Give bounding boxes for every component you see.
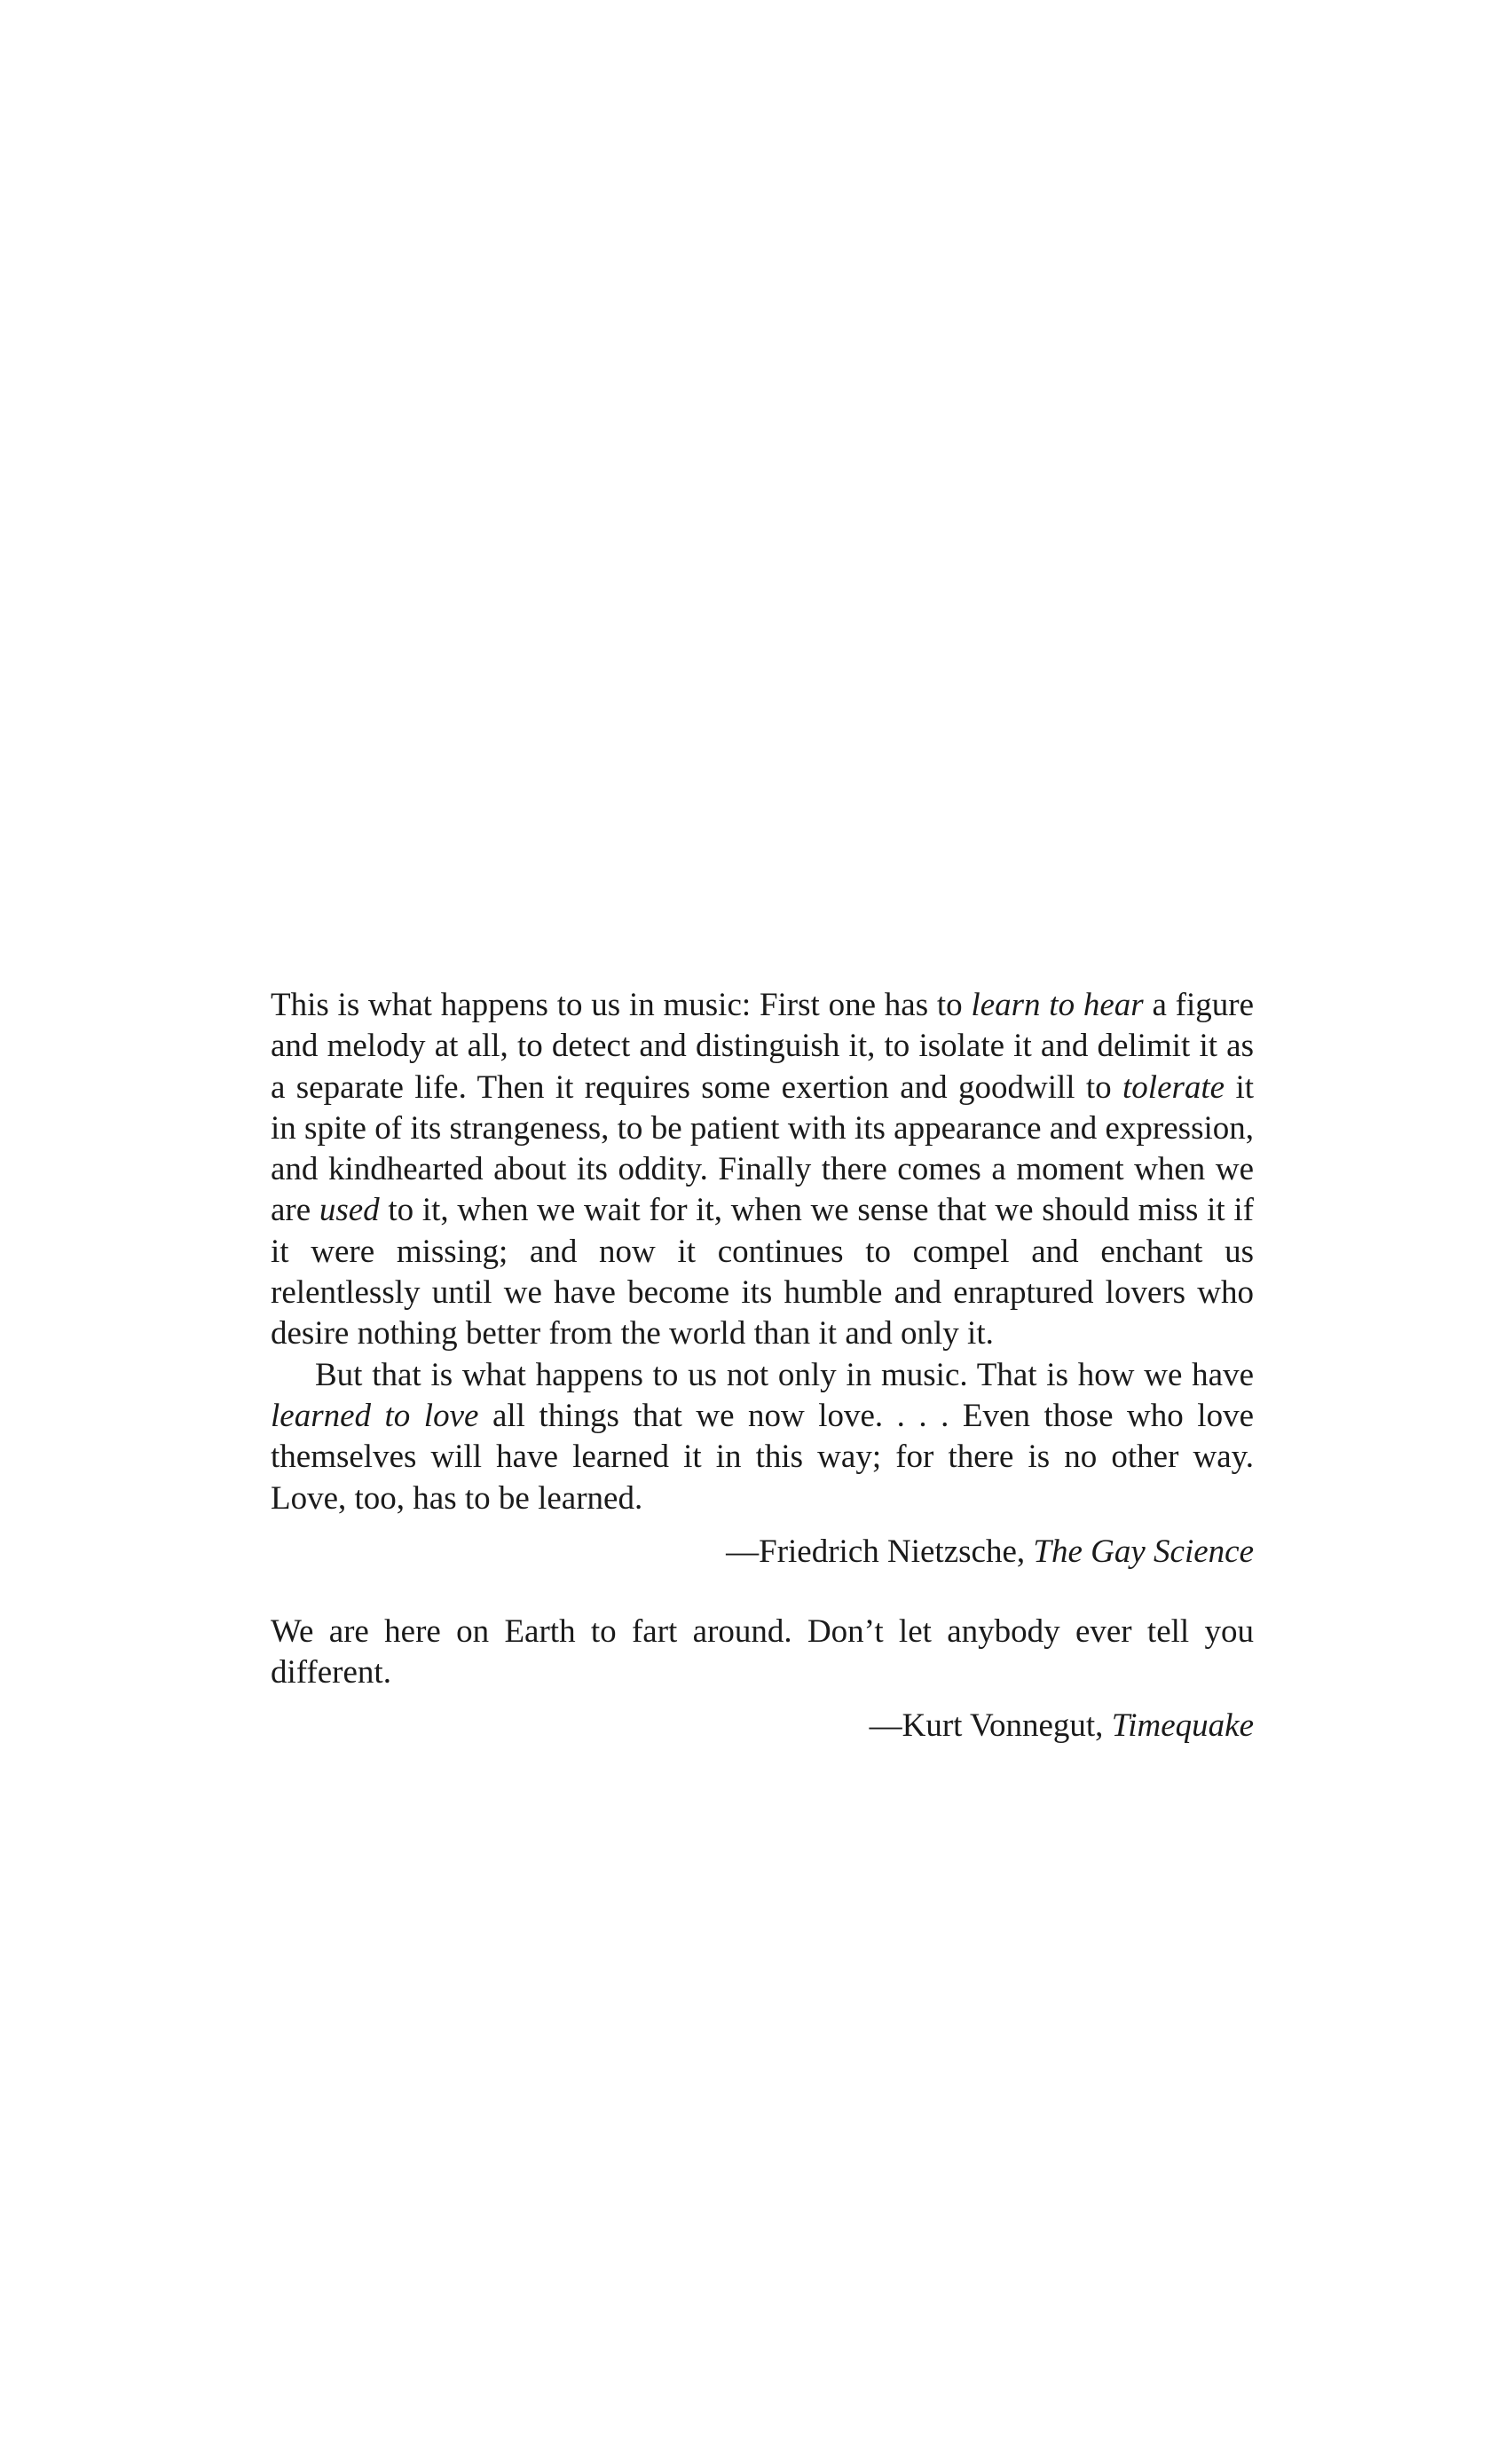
attribution-author: —Kurt Vonnegut, <box>869 1707 1112 1745</box>
emphasis-run: learn to hear <box>971 987 1144 1023</box>
quote-paragraph <box>271 1355 1254 1519</box>
epigraphs <box>271 985 1254 1746</box>
attribution <box>271 1532 1254 1573</box>
attribution <box>271 1706 1254 1746</box>
nietzsche-epigraph <box>271 985 1254 1573</box>
quote-run: to it, when we wait for it, when we sense that we should miss it if it were missing; and now it continues to compel and enchant us relentlessly until we have become its humble and enraptured lovers who desire nothing better from the world than it and only it. <box>271 1192 1254 1352</box>
quote-run: it in spite of its strangeness, to be patient with its appearance and expression, and kindhearted about its oddity. Finally there comes a moment when we are <box>271 1068 1255 1229</box>
quote-run: a figure and melody at all, to detect and distinguish it, to isolate it and delimit it as a separate life. Then it requires some exertion and goodwill to <box>271 987 1255 1106</box>
attribution-work-title: The Gay Science <box>1033 1533 1254 1570</box>
quote-run: We are here on Earth to fart around. Don’t let anybody ever tell you different. <box>271 1612 1254 1691</box>
quote-paragraph <box>271 985 1254 1355</box>
attribution-author: —Friedrich Nietzsche, <box>726 1533 1034 1570</box>
emphasis-run: learned to love <box>271 1397 479 1434</box>
quote-paragraph <box>271 1612 1254 1694</box>
emphasis-run: tolerate <box>1122 1068 1225 1106</box>
quote-run: all things that we now love. . . . Even those who love themselves will have learned it in this way; for there is no other way. Love, too, has to be learned. <box>271 1397 1254 1517</box>
quote-run: This is what happens to us in music: First one has to <box>271 987 972 1023</box>
emphasis-run: used <box>319 1192 380 1229</box>
quote-run: But that is what happens to us not only in music. That is how we have <box>315 1356 1254 1393</box>
attribution-work-title: Timequake <box>1111 1707 1254 1745</box>
vonnegut-epigraph <box>271 1612 1254 1747</box>
